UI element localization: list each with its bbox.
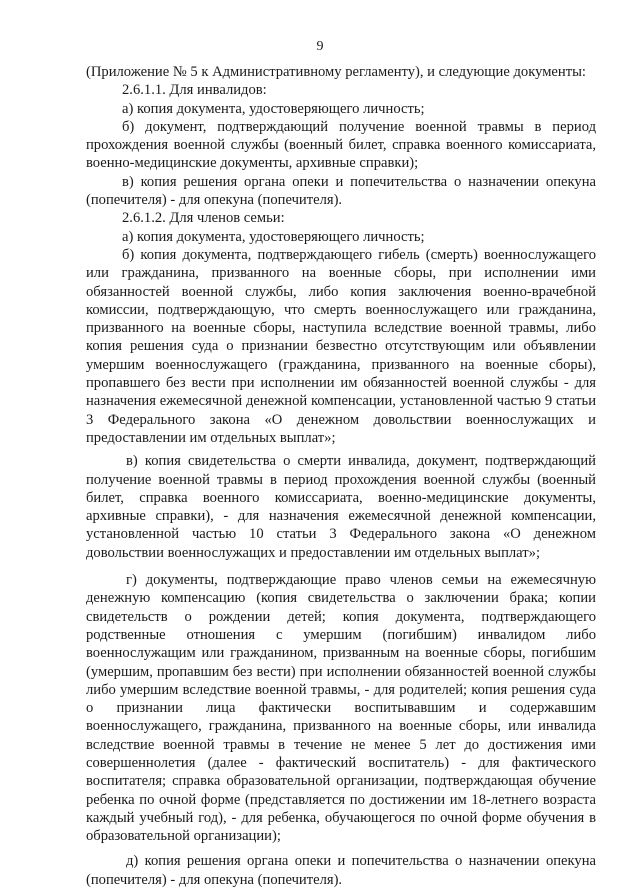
section-heading-2-6-1-1: 2.6.1.1. Для инвалидов: (122, 82, 267, 99)
paragraph-intro: (Приложение № 5 к Административному регламенту), и следующие документы: (86, 64, 586, 80)
page-number: 9 (316, 39, 324, 54)
paragraph-2-d: д) копия решения органа опеки и попечительства о назначении опекуна (попечителя) - для опекуна (попечителя). (86, 853, 596, 888)
section-heading-2-6-1-2: 2.6.1.2. Для членов семьи: (122, 210, 285, 227)
paragraph-1-b: б) документ, подтверждающий получение военной травмы в период прохождения военной службы (военный билет, справка военного комиссариата, военно-медицинские документы, архивные справки); (86, 118, 596, 172)
paragraph-2-v: в) копия свидетельства о смерти инвалида, документ, подтверждающий получение военной травмы в период прохождения военной службы (военный билет, справка военного комиссариата, военно-медицинские документы, архивные справки), - для назначения ежемесячной денежной компенсации, установленной частью 10 статьи 3 Федерального закона «О денежном довольствии военнослужащих и предоставлении им отдельных выплат»; (86, 453, 596, 561)
paragraph-2-g: г) документы, подтверждающие право членов семьи на ежемесячную денежную компенсацию (копия свидетельства о заключении брака; копии свидетельств о рождении детей; копия документа, подтверждающего родственные отношения с умершим (погибшим) инвалидом либо военнослужащим или гражданином, призванным на военные сборы, погибшим (умершим, пропавшим без вести) при исполнении обязанностей военной службы либо умершим вследствие военной травмы, - для родителей; копия решения суда о признании лица фактически воспитывавшим и содержавшим военнослужащего, гражданина, призванного на военные сборы, или инвалида вследствие военной травмы в течение не менее 5 лет до достижения ими совершеннолетия (далее - фактический воспитатель) - для фактического воспитателя; справка образовательной организации, подтверждающая обучение ребенка по очной форме (представляется по достижении им 18-летнего возраста каждый учебный год), - для ребенка, обучающегося по очной форме обучения в образовательной организации); (86, 572, 596, 845)
document-body (86, 63, 596, 889)
paragraph-2-a: а) копия документа, удостоверяющего личность; (122, 228, 425, 245)
paragraph-1-a: а) копия документа, удостоверяющего личность; (122, 100, 425, 117)
paragraph-1-v: в) копия решения органа опеки и попечительства о назначении опекуна (попечителя) - для опекуна (попечителя). (86, 173, 596, 209)
paragraph-2-b: б) копия документа, подтверждающего гибель (смерть) военнослужащего или гражданина, призванного на военные сборы, при исполнении ими обязанностей военной службы, либо копия заключения военно-врачебной комиссии, подтверждающую, что смерть военнослужащего или гражданина, призванного на военные сборы, наступила вследствие военной травмы, либо копия решения суда о признании безвестно отсутствующим или объявлении умершим военнослужащего (гражданина, призванного на военные сборы), пропавшего без вести при исполнении им обязанностей военной службы - для назначения ежемесячной денежной компенсации, установленной частью 9 статьи 3 Федерального закона «О денежном довольствии военнослужащих и предоставлении им отдельных выплат»; (86, 246, 596, 446)
